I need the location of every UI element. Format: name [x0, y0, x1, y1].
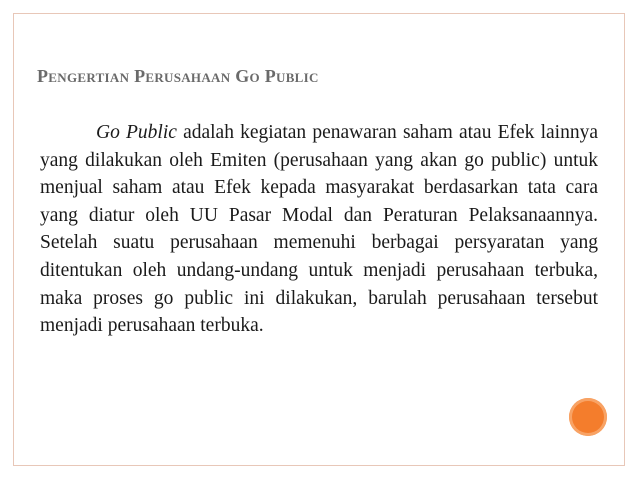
paragraph-lead-term: Go Public	[96, 122, 177, 143]
slide-title: Pengertian Perusahaan Go Public	[37, 66, 319, 86]
orange-circle-decoration	[569, 398, 607, 436]
paragraph-text: adalah kegiatan penawaran saham atau Efek lainnya yang dilakukan oleh Emiten (perusahaan yang akan go public) untuk menjual saham atau Efek kepada masyarakat berdasarkan tata cara yang diatur oleh UU Pasar Modal dan Peraturan Pelaksanaannya. Setelah suatu perusahaan memenuhi berbagai persyaratan yang ditentukan oleh undang-undang untuk menjadi perusahaan terbuka, maka proses go public ini dilakukan, barulah perusahaan tersebut menjadi perusahaan terbuka.	[40, 122, 598, 337]
body-paragraph	[40, 119, 598, 340]
